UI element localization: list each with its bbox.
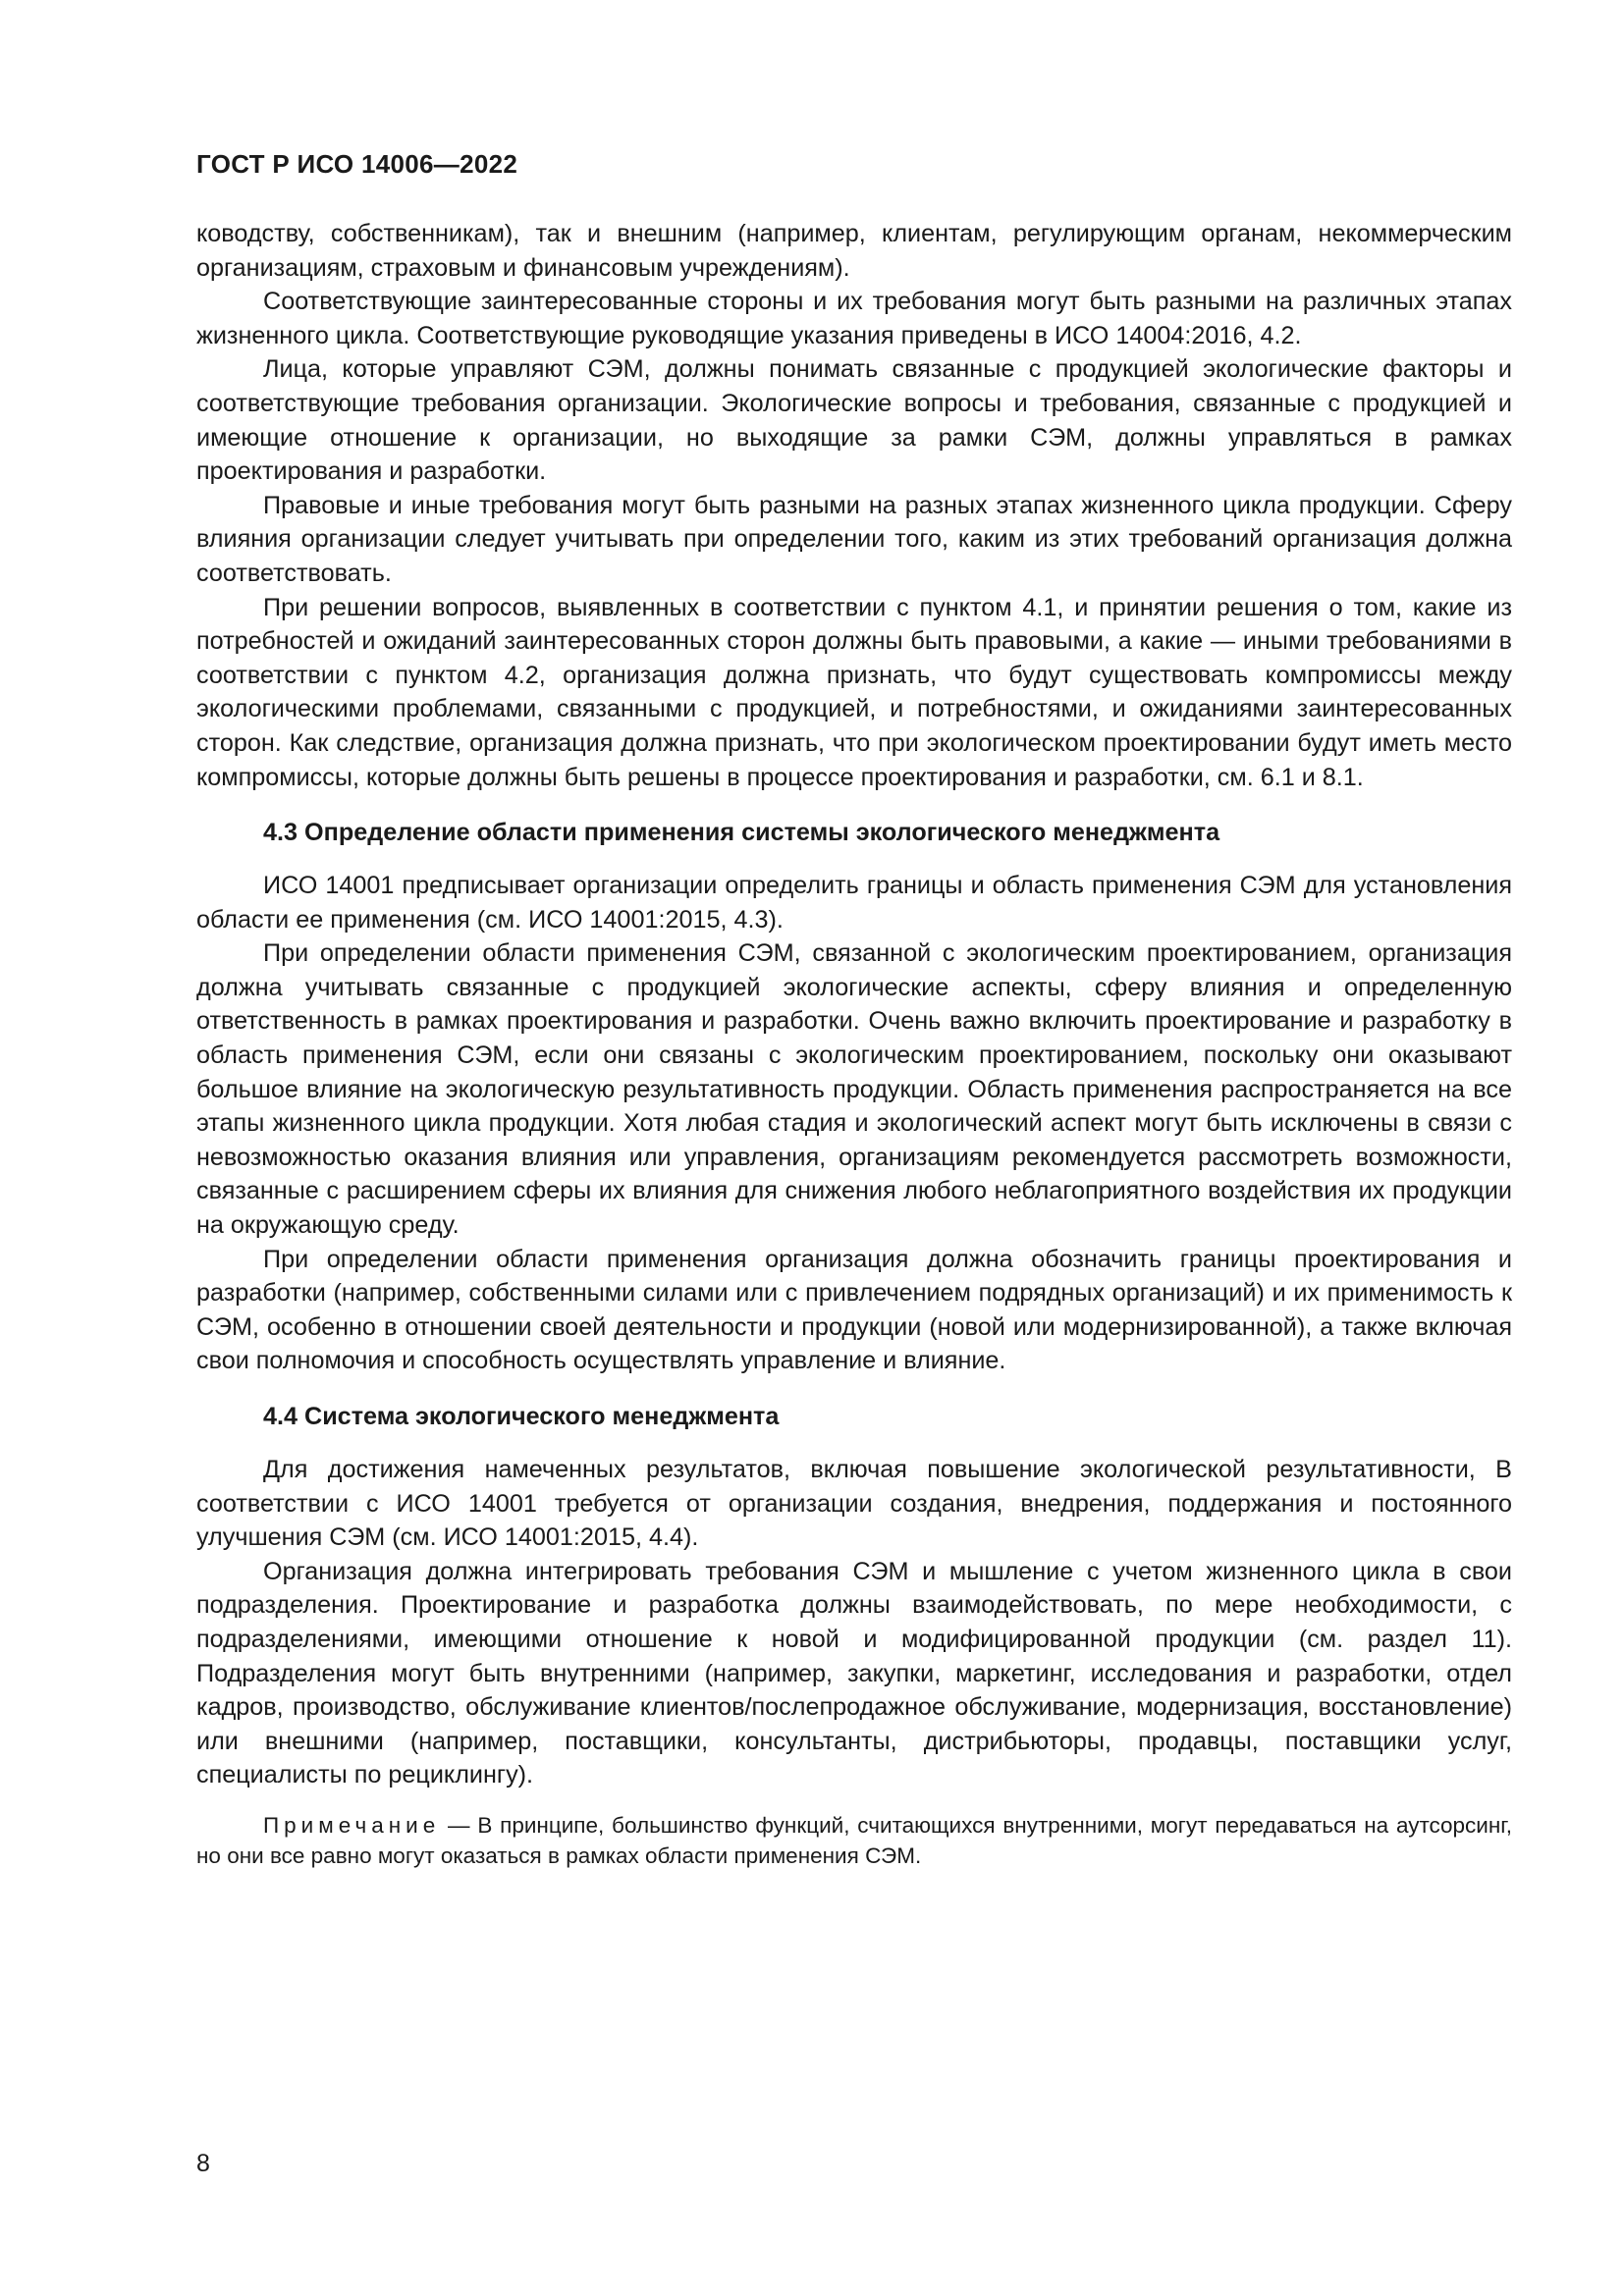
section-4-3-paragraph-3: При определении области применения организация должна обозначить границы проектирования и разработки (например, собственными силами или с привлечением подрядных организаций) и их применимость к СЭМ, особенно в отношении своей деятельности и продукции (новой или модернизированной), а также включая свои полномочия и способность осуществлять управление и влияние.: [196, 1245, 1512, 1375]
document-page: [196, 147, 1512, 1871]
page-number: 8: [196, 2150, 210, 2177]
document-header-title: ГОСТ Р ИСО 14006—2022: [196, 149, 518, 179]
note-label: Примечание: [263, 1812, 441, 1838]
section-4-3-paragraph-1: ИСО 14001 предписывает организации определить границы и область применения СЭМ для установления области ее применения (см. ИСО 14001:2015, 4.3).: [196, 872, 1512, 934]
note: [196, 1810, 1512, 1871]
paragraph-stakeholders: Соответствующие заинтересованные стороны и их требования могут быть разными на различных этапах жизненного цикла. Соответствующие руководящие указания приведены в ИСО 14004:2016, 4.2.: [196, 288, 1512, 349]
section-4-3-heading: 4.3 Определение области применения системы экологического менеджмента: [263, 819, 1220, 847]
paragraph-management-factors: Лица, которые управляют СЭМ, должны понимать связанные с продукцией экологические факторы и соответствующие требования организации. Экологические вопросы и требования, связанные с продукцией и имеющие отношение к организации, но выходящие за рамки СЭМ, должны управляться в рамках проектирования и разработки.: [196, 355, 1512, 486]
paragraph-compromises: При решении вопросов, выявленных в соответствии с пунктом 4.1, и принятии решения о том, какие из потребностей и ожиданий заинтересованных сторон должны быть правовыми, а какие — иными требованиями в соответствии с пунктом 4.2, организация должна признать, что будут существовать компромиссы между экологическими проблемами, связанными с продукцией, и потребностями, и ожиданиями заинтересованных сторон. Как следствие, организация должна признать, что при экологическом проектировании будут иметь место компромиссы, которые должны быть решены в процессе проектирования и разработки, см. 6.1 и 8.1.: [196, 593, 1512, 791]
paragraph-continued: ководству, собственникам), так и внешним (например, клиентам, регулирующим органам, некоммерческим организациям, страховым и финансовым учреждениям).: [196, 220, 1512, 282]
section-4-4-paragraph-2: Организация должна интегрировать требования СЭМ и мышление с учетом жизненного цикла в свои подразделения. Проектирование и разработка должны взаимодействовать, по мере необходимости, с подразделениями, имеющими отношение к новой и модифицированной продукции (см. раздел 11). Подразделения могут быть внутренними (например, закупки, маркетинг, исследования и разработки, отдел кадров, производство, обслуживание клиентов/послепродажное обслуживание, модернизация, восстановление) или внешними (например, поставщики, консультанты, дистрибьюторы, продавцы, поставщики услуг, специалисты по рециклингу).: [196, 1557, 1512, 1789]
paragraph-legal-requirements: Правовые и иные требования могут быть разными на разных этапах жизненного цикла продукции. Сферу влияния организации следует учитывать при определении того, каким из этих требований организация должна соответствовать.: [196, 491, 1512, 587]
section-4-4-heading: 4.4 Система экологического менеджмента: [263, 1403, 780, 1430]
section-4-4-paragraph-1: Для достижения намеченных результатов, включая повышение экологической результативности, В соответствии с ИСО 14001 требуется от организации создания, внедрения, поддержания и постоянного улучшения СЭМ (см. ИСО 14001:2015, 4.4).: [196, 1456, 1512, 1552]
note-text: — В принципе, большинство функций, считающихся внутренними, могут передаваться на аутсорсинг, но они все равно могут оказаться в рамках области применения СЭМ.: [196, 1812, 1512, 1868]
section-4-3-paragraph-2: При определении области применения СЭМ, связанной с экологическим проектированием, организация должна учитывать связанные с продукцией экологические аспекты, сферу влияния и определенную ответственность в рамках проектирования и разработки. Очень важно включить проектирование и разработку в область применения СЭМ, если они связаны с экологическим проектированием, поскольку они оказывают большое влияние на экологическую результативность продукции. Область применения распространяется на все этапы жизненного цикла продукции. Хотя любая стадия и экологический аспект могут быть исключены в связи с невозможностью оказания влияния или управления, организациям рекомендуется рассмотреть возможности, связанные с расширением сферы их влияния для снижения любого неблагоприятного воздействия их продукции на окружающую среду.: [196, 939, 1512, 1240]
